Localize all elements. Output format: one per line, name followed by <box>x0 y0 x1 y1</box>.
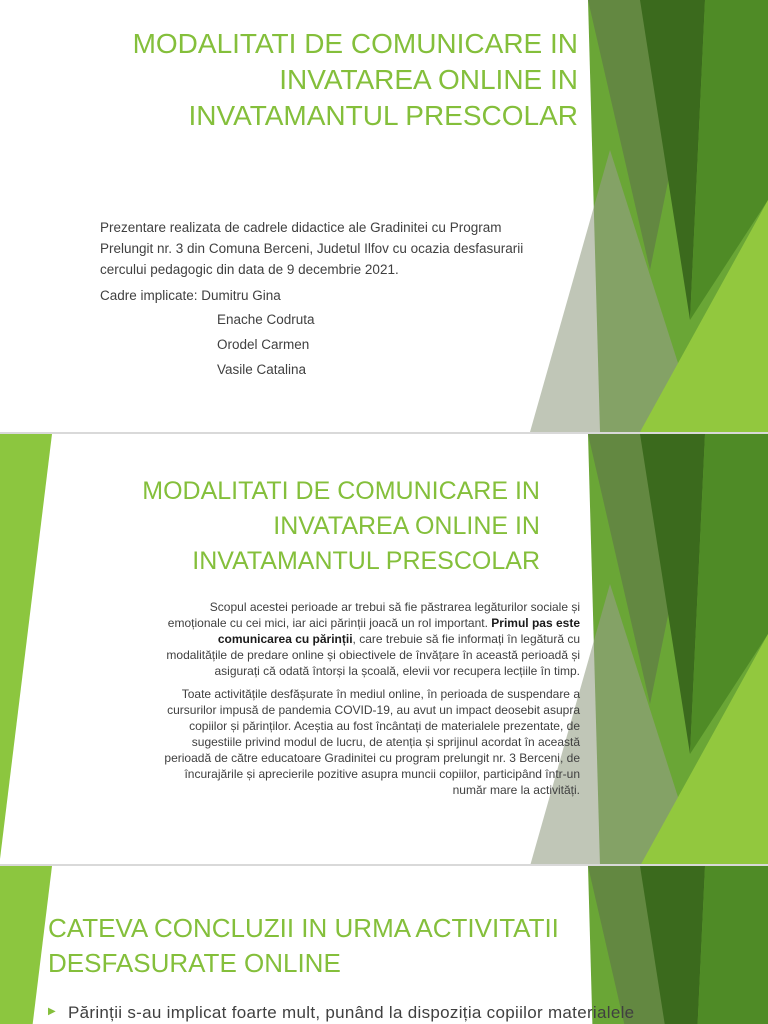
title-line: INVATAREA ONLINE IN <box>273 512 540 540</box>
paragraph-line: Toate activitățile desfășurate în mediul online, în perioada de suspendare a <box>181 687 580 701</box>
title-line: INVATAMANTUL PRESCOLAR <box>192 547 540 575</box>
paragraph-line: perioadă de către educatoare Gradinitei cu program prelungit nr. 3 Berceni, de <box>164 751 580 765</box>
title-line: DESFASURATE ONLINE <box>48 948 341 978</box>
line-text: asigurați că odată întorși la școală, elevii vor recupera lecțiile în timp. <box>214 664 580 678</box>
paragraph-line: cursurilor impusă de pandemia COVID-19, au avut un impact deosebit asupra <box>167 703 580 717</box>
paragraph-activities <box>164 686 580 798</box>
paragraph-line <box>166 647 580 663</box>
paragraph-line <box>166 599 580 615</box>
staff-name: Vasile Catalina <box>217 362 307 377</box>
paragraph-line <box>166 631 580 647</box>
paragraph-line: copiilor și părinților. Aceștia au fost încântați de materialele prezentate, de <box>189 719 580 733</box>
title-line: MODALITATI DE COMUNICARE IN <box>142 477 540 505</box>
presentation-intro <box>100 217 523 280</box>
title-line: INVATAMANTUL PRESCOLAR <box>188 100 578 131</box>
title-line: MODALITATI DE COMUNICARE IN <box>132 28 578 59</box>
paragraph-line: sugestiile privind modul de lucru, de atenția și sprijinul acordat în această <box>191 735 580 749</box>
bold-text: Primul pas este <box>491 616 580 630</box>
left-green-wedge-shape <box>0 434 52 859</box>
slide-3-title <box>48 911 559 981</box>
slide-2-title <box>142 474 540 579</box>
slide-1 <box>0 0 768 432</box>
line-text: emoționale cu cei mici, iar aici părinții joacă un rol important. <box>167 616 492 630</box>
paragraph-purpose <box>166 599 580 679</box>
slide-1-title <box>133 26 578 134</box>
slide-2 <box>0 434 768 864</box>
title-line: CATEVA CONCLUZII IN URMA ACTIVITATII <box>48 913 559 943</box>
paragraph-line <box>166 663 580 679</box>
slide-3 <box>0 866 768 1024</box>
staff-name: Orodel Carmen <box>217 337 310 352</box>
intro-line: cercului pedagogic din data de 9 decembrie 2021. <box>100 262 399 277</box>
bullet-text: Părinții s-au implicat foarte mult, punând la dispoziția copiilor materialele <box>68 1003 635 1022</box>
left-green-wedge-shape <box>0 866 52 1024</box>
title-line: INVATAREA ONLINE IN <box>279 64 578 95</box>
paragraph-line: număr mare la activități. <box>452 783 580 797</box>
paragraph-line: încurajările și aprecierile pozitive asupra muncii copiilor, participând într-un <box>184 767 580 781</box>
bold-text: comunicarea cu părinții <box>217 632 353 646</box>
line-text: , care trebuie să fie informați în legătură cu <box>352 632 580 646</box>
intro-line: Prelungit nr. 3 din Comuna Berceni, Judetul Ilfov cu ocazia desfasurarii <box>100 241 524 256</box>
intro-line: Prezentare realizata de cadrele didactice ale Gradinitei cu Program <box>100 220 502 235</box>
line-text: Scopul acestei perioade ar trebui să fie păstrarea legăturilor sociale și <box>209 600 580 614</box>
line-text: modalitățile de predare online și obiectivele de învățare în această perioadă și <box>166 648 580 662</box>
arrow-right-icon: ▶ <box>48 1006 56 1017</box>
paragraph-line <box>166 615 580 631</box>
staff-name: Enache Codruta <box>217 312 315 327</box>
staff-label: Cadre implicate: Dumitru Gina <box>100 288 281 303</box>
